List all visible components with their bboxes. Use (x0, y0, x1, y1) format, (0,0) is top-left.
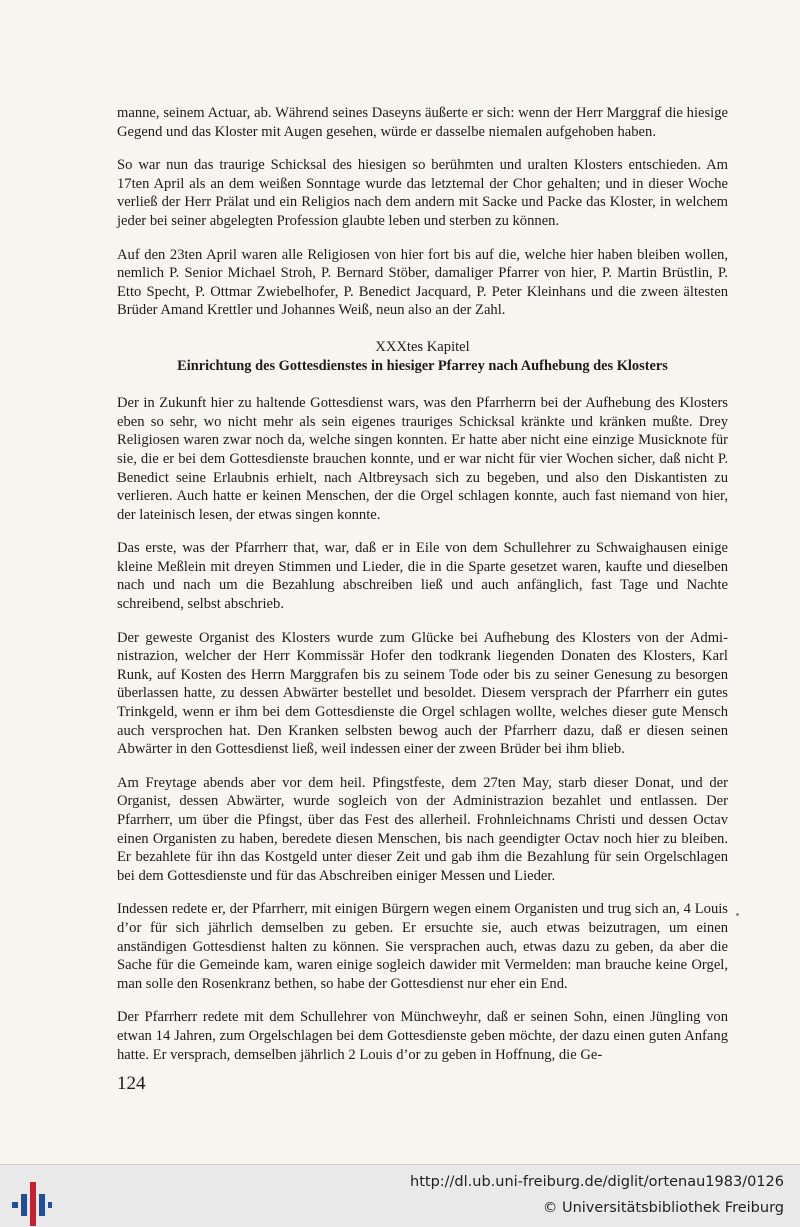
paragraph: Das erste, was der Pfarrherr that, war, daß er in Eile von dem Schullehrer zu Schwaighausen einige kleine Meßlein mit dreyen Stimmen und Lieder, die in die Sparte gesetzet waren, kaufte und dieselben nach und nach um die Bezahlung abschreiben ließ und auch anfänglich, fast Tage und Nachte schreibend, selbst abschrieb. (117, 540, 728, 613)
paragraph: Der Pfarrherr redete mit dem Schullehrer von Münchweyhr, daß er seinen Sohn, einen Jüngling von etwan 14 Jahren, zum Orgelschlagen bei dem Gottesdienste geben möchte, der dazu einen guten Anfang hatte. Er versprach, demselben jährlich 2 Louis d’or zu geben in Hoffnung, die Ge- (117, 1009, 728, 1063)
paragraph: Indessen redete er, der Pfarrherr, mit einigen Bürgern wegen einem Organisten und trug sich an, 4 Louis d’or für sich jährlich demselben zu geben. Er ersuchte sie, auch etwas beizutragen, um einen anständigen Gottesdienst halten zu können. Sie versprachen auch, etwas dazu zu geben, da aber die Sache für die Gemeinde kam, waren einige sogleich dawider mit Vermelden: man brauche keine Orgel, man solle den Rosenkranz bethen, so habe der Gottesdienst nur eher ein End. (117, 901, 728, 992)
paragraph: Der geweste Organist des Klosters wurde zum Glücke bei Aufhebung des Klosters von der Administrazion, welcher der Herr Kommissär Hofer den todkrank liegenden Donaten des Klosters, Karl Runk, auf Kosten des Herrn Marggrafen bis zu seinem Tode oder bis zu seiner Genesung zu besorgen überlassen hatte, zu dessen Abwärter bestellet und besoldet. Diesem versprach der Pfarrherr ein gutes Trinkgeld, wenn er ihm bei dem Gottesdienste die Orgel schlagen wollte, welches dieser gute Mensch auch versprochen hat. Den Kranken selbsten bewog auch der Pfarrherr dazu, daß er diesen seinen Abwärter in den Gottesdienst ließ, weil indessen einer der zween Brüder bei ihm blieb. (117, 629, 728, 758)
chapter-title: Einrichtung des Gottesdienstes in hiesiger Pfarrey nach Aufhebung des Klosters (177, 357, 668, 374)
footer-bar (0, 1164, 800, 1227)
copyright-notice: © Universitätsbibliothek Freiburg (542, 1200, 784, 1216)
page-number: 124 (117, 1073, 146, 1094)
paragraph: manne, seinem Actuar, ab. Während seines Daseyns äußerte er sich: wenn der Herr Marggraf die hiesige Gegend und das Kloster mit Augen gesehen, würde er dasselbe niemalen aufgehoben haben. (117, 105, 728, 140)
main-text (117, 104, 728, 1079)
scan-speck (736, 913, 739, 916)
permalink-url[interactable]: http://dl.ub.uni-freiburg.de/diglit/ortenau1983/0126 (410, 1174, 784, 1190)
ub-freiburg-logo-icon (12, 1182, 52, 1226)
paragraph: Der in Zukunft hier zu haltende Gottesdienst wars, was den Pfarrherrn bei der Aufhebung des Klosters eben so sehr, wo nicht mehr als sein eigenes trauriges Schicksal kränkte und kränken mußte. Drey Religiosen waren zwar noch da, welche singen konnten. Er hatte aber nicht eine einzige Musicknote für sie, die er bei dem Gottesdienste brauchen konnte, und er war nicht für vier Wochen sicher, daß nicht P. Benedict seine Erlaubnis erhielt, nach Altbreysach sich zu begeben, und also den Diskantisten zu verlieren. Auch hatte er keinen Menschen, der die Orgel schlagen konnte, auch fast niemand von hier, der lateinisch lesen, der etwas singen konnte. (117, 395, 728, 523)
paragraph: So war nun das traurige Schicksal des hiesigen so berühmten und uralten Klosters entschieden. Am 17ten April als an dem weißen Sonntage wurde das letztemal der Chor gehalten; und in dieser Woche verließ der Herr Prälat und ein Religios nach dem andern mit Sacke und Packe das Kloster, in welchem jeder bei seiner abgelegten Profession glaubte leben und sterben zu können. (117, 157, 728, 229)
paragraph: Am Freytage abends aber vor dem heil. Pfingstfeste, dem 27ten May, starb dieser Donat, und der Organist, dessen Abwärter, wurde sogleich von der Administrazion bezahlet und entlassen. Der Pfarrherr, um über die Pfingst, über das Fest des allerheil. Frohnleichnams Christi und dessen Octav einen Organisten zu haben, beredete diesen Menschen, bis nach geendigter Octav noch hier zu bleiben. Er bezahlete für ihn das Kostgeld unter dieser Zeit und gab ihm die Bezahlung für sein Orgelschlagen bei dem Gottesdienste und für das Abschreiben einiger Messen und Lieder. (117, 774, 728, 884)
paragraph: Auf den 23ten April waren alle Religiosen von hier fort bis auf die, welche hier haben bleiben wollen, nemlich P. Senior Michael Stroh, P. Bernard Stöber, damaliger Pfarrer von hier, P. Martin Brüstlin, P. Etto Specht, P. Ottmar Zwiebelhofer, P. Benedict Jacquard, P. Peter Kleinhans und die zween ältesten Brüder Amand Krettler und Johannes Weiß, neun also an der Zahl. (117, 246, 728, 319)
chapter-heading (117, 338, 728, 375)
chapter-number: XXXtes Kapitel (375, 338, 470, 355)
